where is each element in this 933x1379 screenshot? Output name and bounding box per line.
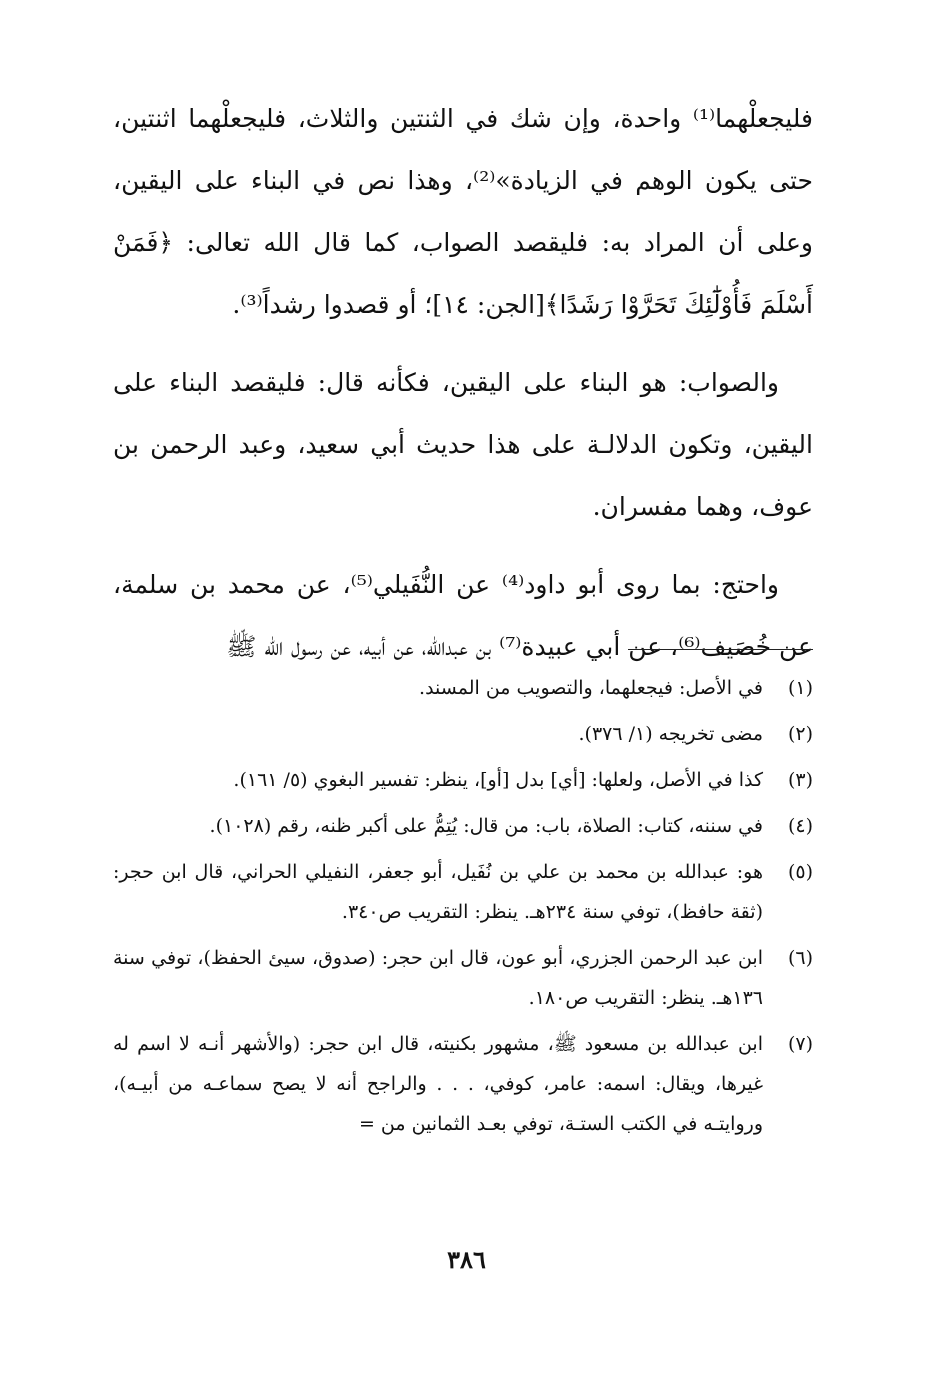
paragraph-1: فليجعلْهما⁽¹⁾ واحدة، وإن شك في الثنتين والثلاث، فليجعلْهما اثنتين، حتى يكون الوهم في الزيادة»⁽²⁾، وهذا نص في البناء على اليقين، وعلى أن المراد به: فليقصد الصواب، كما قال الله تعالى: ﴿فَمَنْ أَسْلَمَ فَأُوْلَٰٓئِكَ تَحَرَّوْا رَشَدًا﴾[الجن: ١٤]؛ أو قصدوا رشداً⁽³⁾. bbox=[113, 104, 813, 319]
paragraph-2: والصواب: هو البناء على اليقين، فكأنه قال: فليقصد البناء على اليقين، وتكون الدلالـة على هذا حديث أبي سعيد، وعبد الرحمن بن عوف، وهما مفسران. bbox=[113, 368, 813, 521]
page-number: ٣٨٦ bbox=[447, 1245, 486, 1274]
paragraph-3: واحتج: بما روى أبو داود⁽⁴⁾ عن النُّفَيلي⁽⁵⁾، عن محمد بن سلمة، عن خُصَيف⁽⁶⁾، عن أبي عبيدة⁽⁷⁾ بن عبدالله، عن أبيه، عن رسول الله ﷺ bbox=[113, 570, 813, 661]
main-text bbox=[113, 88, 813, 694]
footnote-5 bbox=[113, 852, 813, 932]
footnote-divider bbox=[628, 649, 813, 650]
footnote-number: (٧) bbox=[787, 1033, 813, 1055]
footnote-text: كذا في الأصل، ولعلها: [أي] بدل [أو]، ينظر: تفسير البغوي (٥/ ١٦١). bbox=[233, 769, 763, 791]
footnote-text: هو: عبدالله بن محمد بن علي بن نُفَيل، أبو جعفر، النفيلي الحراني، قال ابن حجر: (ثقة حافظ)، توفي سنة ٢٣٤هـ. ينظر: التقريب ص٣٤٠. bbox=[113, 861, 763, 923]
footnote-text: ابن عبدالله بن مسعود ﷺ، مشهور بكنيته، قال ابن حجر: (والأشهر أنـه لا اسم له غيرها، ويقال: اسمه: عامر، كوفي، . . . والراجح أنه لا يصح سماعـه من أبيـه)، وروايتـه في الكتب الستـة، توفي بعـد الثمانين من = bbox=[113, 1033, 763, 1135]
footnote-text: في الأصل: فيجعلهما، والتصويب من المسند. bbox=[419, 677, 763, 699]
footnote-number: (٦) bbox=[787, 947, 813, 969]
footnote-1 bbox=[113, 668, 813, 708]
footnote-text: في سننه، كتاب: الصلاة، باب: من قال: يُتِمُّ على أكبر ظنه، رقم (١٠٢٨). bbox=[209, 815, 763, 837]
footnote-text: ابن عبد الرحمن الجزري، أبو عون، قال ابن حجر: (صدوق، سيئ الحفظ)، توفي سنة ١٣٦هـ. ينظر: التقريب ص١٨٠. bbox=[113, 947, 763, 1009]
footnote-2 bbox=[113, 714, 813, 754]
footnotes bbox=[113, 668, 813, 1150]
footnote-text: مضى تخريجه (١/ ٣٧٦). bbox=[578, 723, 763, 745]
footnote-number: (٣) bbox=[787, 769, 813, 791]
footnote-3 bbox=[113, 760, 813, 800]
footnote-number: (٥) bbox=[787, 861, 813, 883]
footnote-number: (٢) bbox=[787, 723, 813, 745]
footnote-7 bbox=[113, 1024, 813, 1144]
footnote-6 bbox=[113, 938, 813, 1018]
footnote-number: (١) bbox=[787, 677, 813, 699]
footnote-number: (٤) bbox=[787, 815, 813, 837]
footnote-4 bbox=[113, 806, 813, 846]
